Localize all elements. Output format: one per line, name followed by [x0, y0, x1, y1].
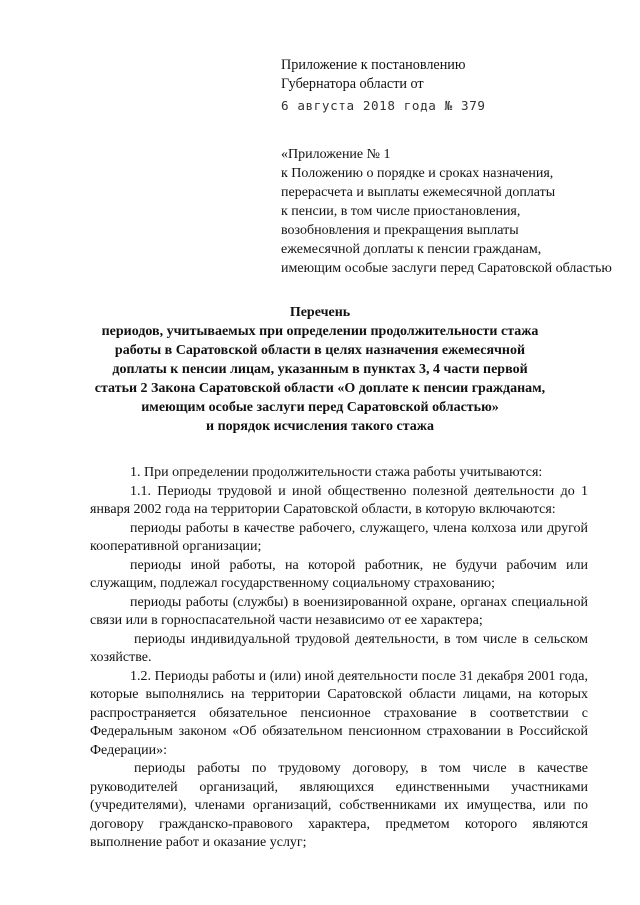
- appendix-line: перерасчета и выплаты ежемесячной доплаты: [281, 185, 556, 200]
- paragraph-1-2: 1.2. Периоды работы и (или) иной деятельности после 31 декабря 2001 года, которые выполнялись на территории Саратовской области лицами, на которых распространяется обязательное пенсионное страхование в соответствии с Федеральным законом «Об обязательном пенсионном страховании в Российской Федерации»:: [90, 668, 588, 758]
- title-line: статьи 2 Закона Саратовской области «О доплате к пенсии гражданам,: [94, 381, 546, 396]
- title-line: имеющим особые заслуги перед Саратовской областью»: [141, 400, 499, 415]
- header-date-line: 6 августа 2018 года № 379: [281, 98, 486, 113]
- appendix-reference: [281, 145, 612, 278]
- resolution-header: [281, 56, 486, 115]
- paragraph-workers: периоды работы в качестве рабочего, служащего, члена колхоза или другой кооперативной организации;: [90, 520, 588, 554]
- appendix-line: к пенсии, в том числе приостановления,: [281, 204, 521, 219]
- paragraph-individual-labor: периоды индивидуальной трудовой деятельности, в том числе в сельском хозяйстве.: [90, 631, 588, 665]
- appendix-line: ежемесячной доплаты к пенсии гражданам,: [281, 242, 542, 257]
- document-title: [80, 303, 560, 436]
- appendix-line: «Приложение № 1: [281, 147, 391, 162]
- document-body: [90, 464, 588, 853]
- title-line: доплаты к пенсии лицам, указанным в пунктах 3, 4 части первой: [112, 362, 528, 377]
- title-line: и порядок исчисления такого стажа: [206, 419, 434, 434]
- appendix-line: к Положению о порядке и сроках назначения,: [281, 166, 554, 181]
- header-line-2: Губернатора области от: [281, 76, 424, 92]
- paragraph-guard-service: периоды работы (службы) в военизированной охране, органах специальной связи или в горноспасательной части независимо от ее характера;: [90, 594, 588, 628]
- title-line: периодов, учитываемых при определении продолжительности стажа: [101, 324, 539, 339]
- appendix-line: возобновления и прекращения выплаты: [281, 223, 519, 238]
- title-line: работы в Саратовской области в целях назначения ежемесячной: [114, 343, 526, 358]
- title-line: Перечень: [289, 305, 351, 320]
- paragraph-1: 1. При определении продолжительности стажа работы учитываются:: [130, 465, 543, 480]
- header-line-1: Приложение к постановлению: [281, 57, 466, 73]
- appendix-line: имеющим особые заслуги перед Саратовской областью: [281, 261, 612, 276]
- paragraph-labor-contract: периоды работы по трудовому договору, в том числе в качестве руководителей организаций, являющихся единственными участниками (учредителями), членами организаций, собственниками их имущества, или по договору гражданско-правового характера, предметом которого являются выполнение работ и оказание услуг;: [90, 761, 588, 850]
- paragraph-other-work: периоды иной работы, на которой работник, не будучи рабочим или служащим, подлежал государственному социальному страхованию;: [90, 557, 588, 591]
- paragraph-1-1: 1.1. Периоды трудовой и иной общественно полезной деятельности до 1 января 2002 года на территории Саратовской области, в которую включаются:: [90, 483, 588, 517]
